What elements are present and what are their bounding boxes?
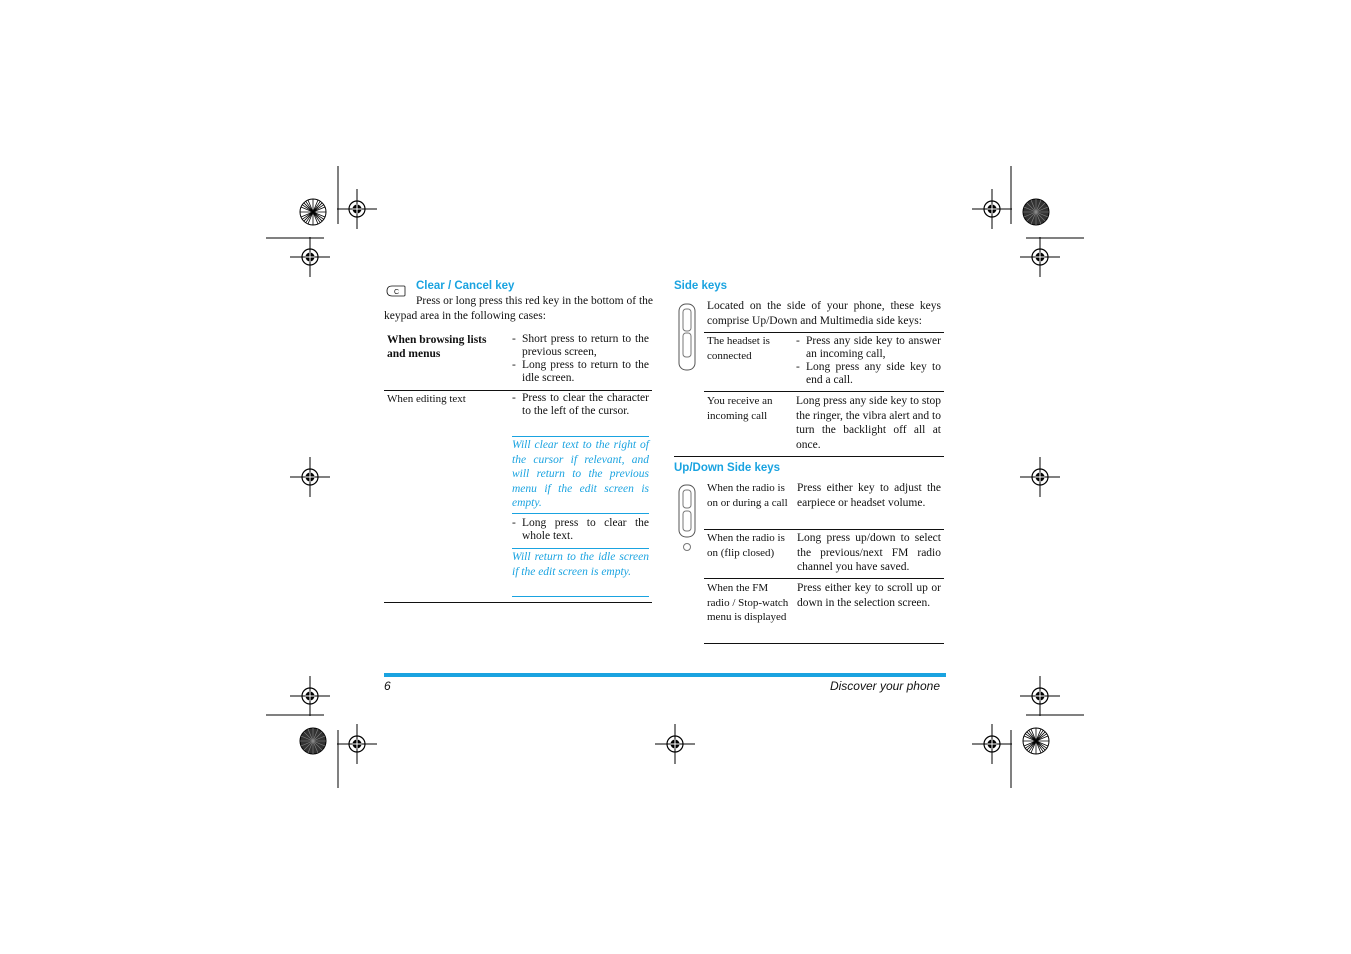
page-number: 6 [384, 679, 391, 693]
clear-cancel-heading: Clear / Cancel key [416, 280, 515, 292]
note-divider [512, 436, 649, 437]
side-keys-heading: Side keys [674, 280, 728, 292]
row-label-browsing: When browsing lists and menus [387, 334, 487, 360]
note-divider [512, 548, 649, 549]
list-item: - Short press to return to the previous screen, [512, 333, 649, 359]
row-label-fm-menu: When the FM radio / Stop-watch menu is displayed [707, 582, 789, 623]
row-text-radio-flip: Long press up/down to select the previous/next FM radio channel you have saved. [797, 532, 941, 573]
table-divider [704, 643, 944, 644]
clear-key-glyph: C [393, 289, 400, 296]
table-divider [384, 602, 652, 603]
updown-key-icon [678, 484, 696, 554]
list-item: - Press any side key to answer an incoming call, [796, 335, 941, 361]
table-divider [704, 332, 944, 333]
row-label-editing: When editing text [387, 393, 466, 405]
footer-rule [384, 673, 946, 677]
row-text-radio-call: Press either key to adjust the earpiece or headset volume. [797, 482, 941, 509]
note-idle-screen: Will return to the idle screen if the edit screen is empty. [512, 551, 649, 578]
row-items-headset [796, 335, 941, 387]
row-label-radio-call: When the radio is on or during a call [707, 482, 788, 509]
table-divider [704, 529, 944, 530]
clear-cancel-intro: Press or long press this red key in the bottom of the keypad area in the following cases: [384, 295, 653, 322]
note-clear-right: Will clear text to the right of the cursor if relevant, and will return to the previous menu if the edit screen is empty. [512, 439, 649, 509]
row-label-radio-flip: When the radio is on (flip closed) [707, 532, 785, 559]
row-text-fm-menu: Press either key to scroll up or down in the selection screen. [797, 582, 941, 609]
row-items-editing [512, 392, 649, 418]
row-items-editing-2 [512, 517, 649, 543]
row-text-incoming: Long press any side key to stop the ringer, the vibra alert and to turn the backlight off all at once. [796, 395, 942, 451]
list-item: - Long press any side key to end a call. [796, 361, 941, 387]
row-label-headset: The headset is connected [707, 335, 770, 362]
row-items-browsing [512, 333, 649, 385]
table-divider [704, 391, 944, 392]
list-item: - Press to clear the character to the left of the cursor. [512, 392, 649, 418]
section-title: Discover your phone [829, 679, 940, 693]
updown-heading: Up/Down Side keys [674, 462, 781, 474]
side-key-icon [678, 303, 696, 371]
table-divider [674, 456, 944, 457]
table-divider [704, 578, 944, 579]
list-item: - Long press to clear the whole text. [512, 517, 649, 543]
row-label-incoming: You receive an incoming call [707, 395, 773, 422]
note-divider [512, 513, 649, 514]
table-divider [384, 390, 652, 391]
note-divider [512, 596, 649, 597]
side-keys-intro: Located on the side of your phone, these keys comprise Up/Down and Multimedia side keys: [707, 300, 941, 327]
list-item: - Long press to return to the idle screen. [512, 359, 649, 385]
